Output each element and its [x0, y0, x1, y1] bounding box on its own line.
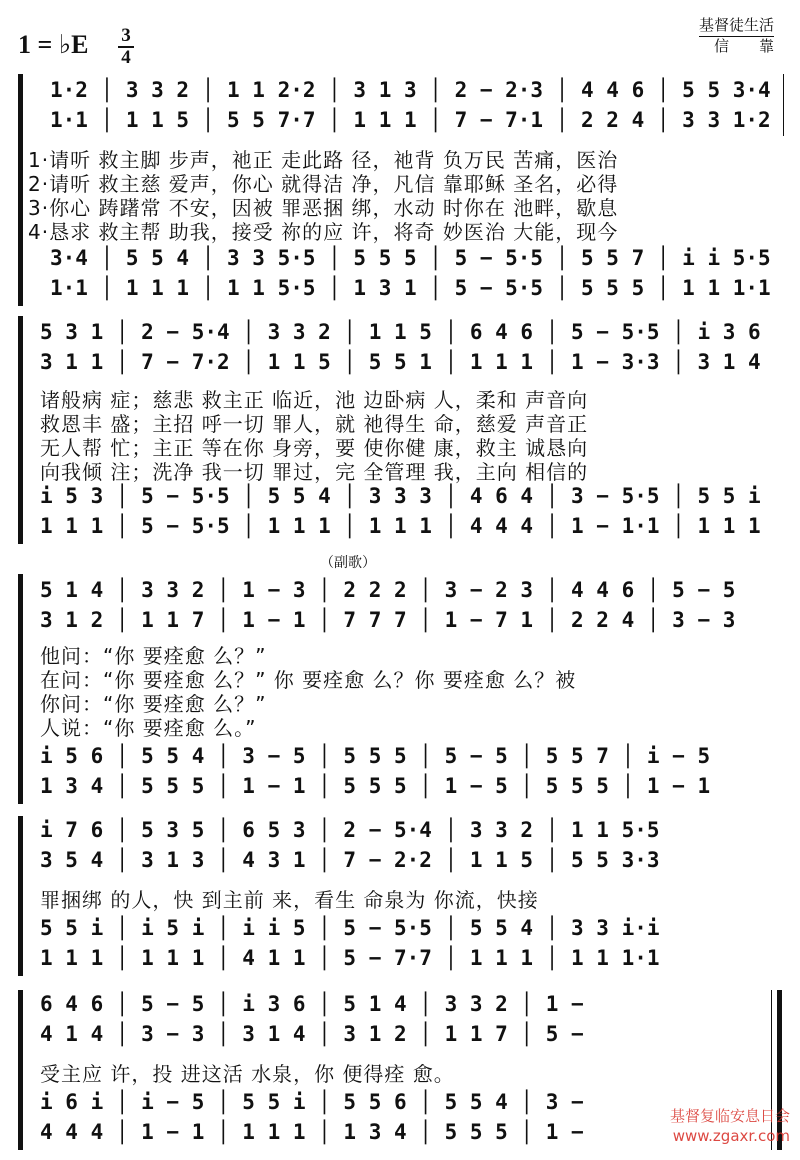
- lyric-line: 人说：“你 要痊愈 么。”: [40, 716, 257, 740]
- bottom-notes-line: 1 1 1 │ 1 1 1 │ 4 1 1 │ 5 − 7·7 │ 1 1 1 │ 1 1 1·1: [40, 946, 660, 970]
- lyric-line: 3·你心 踌躇常 不安，因被 罪恶捆 绑，水动 时你在 池畔，歇息: [28, 196, 619, 220]
- lyric-line: 你问：“你 要痊愈 么？”: [40, 692, 267, 716]
- top-notes-line: 4 1 4 │ 3 − 3 │ 3 1 4 │ 3 1 2 │ 1 1 7 │ 5 −: [40, 1022, 584, 1046]
- lyric-line: 救恩丰 盛；主招 呼一切 罪人，就 祂得生 命，慈爱 声音正: [40, 412, 589, 436]
- top-notes-line: i 7 6 │ 5 3 5 │ 6 5 3 │ 2 − 5·4 │ 3 3 2 │ 1 1 5·5: [40, 818, 660, 842]
- lyric-line: 他问：“你 要痊愈 么？”: [40, 644, 267, 668]
- score-system-4: [18, 816, 786, 976]
- barline: [783, 74, 784, 136]
- score-system-2: [18, 316, 786, 544]
- system-brace: [18, 816, 23, 976]
- top-notes-line: 1·1 │ 1 1 5 │ 5 5 7·7 │ 1 1 1 │ 7 − 7·1 │ 2 2 4 │ 3 3 1·2: [50, 108, 771, 132]
- system-brace: [18, 574, 23, 804]
- bottom-notes-line: 1·1 │ 1 1 1 │ 1 1 5·5 │ 1 3 1 │ 5 − 5·5 │ 5 5 5 │ 1 1 1·1: [50, 276, 771, 300]
- top-notes-line: 6 4 6 │ 5 − 5 │ i 3 6 │ 5 1 4 │ 3 3 2 │ 1 −: [40, 992, 584, 1016]
- song-title: 信 靠: [713, 37, 774, 55]
- top-notes-line: 1·2 │ 3 3 2 │ 1 1 2·2 │ 3 1 3 │ 2 − 2·3 │ 4 4 6 │ 5 5 3·4: [50, 78, 771, 102]
- bottom-notes-line: 1 3 4 │ 5 5 5 │ 1 − 1 │ 5 5 5 │ 1 − 5 │ 5 5 5 │ 1 − 1: [40, 774, 711, 798]
- bottom-notes-line: i 6 i │ i − 5 │ 5 5 i │ 5 5 6 │ 5 5 4 │ 3 −: [40, 1090, 584, 1114]
- bottom-notes-line: 1 1 1 │ 5 − 5·5 │ 1 1 1 │ 1 1 1 │ 4 4 4 │ 1 − 1·1 │ 1 1 1: [40, 514, 761, 538]
- title-block: [699, 16, 774, 56]
- lyric-line: 受主应 许，投 进这活 水泉，你 便得痊 愈。: [40, 1062, 455, 1086]
- system-brace: [18, 74, 23, 306]
- source-label: 基督徒生活: [699, 16, 774, 37]
- top-notes-line: 3 1 2 │ 1 1 7 │ 1 − 1 │ 7 7 7 │ 1 − 7 1 │ 2 2 4 │ 3 − 3: [40, 608, 736, 632]
- system-brace: [18, 316, 23, 544]
- bottom-notes-line: i 5 6 │ 5 5 4 │ 3 − 5 │ 5 5 5 │ 5 − 5 │ 5 5 7 │ i − 5: [40, 744, 711, 768]
- system-brace: [18, 990, 23, 1150]
- score-system-1: [18, 74, 786, 306]
- bottom-notes-line: 4 4 4 │ 1 − 1 │ 1 1 1 │ 1 3 4 │ 5 5 5 │ 1 −: [40, 1120, 584, 1144]
- top-notes-line: 3 5 4 │ 3 1 3 │ 4 3 1 │ 7 − 2·2 │ 1 1 5 │ 5 5 3·3: [40, 848, 660, 872]
- lyric-line: 2·请听 救主慈 爱声，你心 就得洁 净，凡信 靠耶稣 圣名，必得: [28, 172, 619, 196]
- bottom-notes-line: 3·4 │ 5 5 4 │ 3 3 5·5 │ 5 5 5 │ 5 − 5·5 │ 5 5 7 │ i i 5·5: [50, 246, 771, 270]
- top-notes-line: 5 1 4 │ 3 3 2 │ 1 − 3 │ 2 2 2 │ 3 − 2 3 │ 4 4 6 │ 5 − 5: [40, 578, 736, 602]
- lyric-line: 无人帮 忙；主正 等在你 身旁，要 使你健 康，救主 诚恳向: [40, 436, 589, 460]
- lyric-line: 向我倾 注；洗净 我一切 罪过，完 全管理 我，主向 相信的: [40, 460, 589, 484]
- watermark: 基督复临安息日会 www.zgaxr.com: [669, 1107, 790, 1145]
- lyric-line: 在问：“你 要痊愈 么？” 你 要痊愈 么？你 要痊愈 么？被: [40, 668, 577, 692]
- top-notes-line: 5 3 1 │ 2 − 5·4 │ 3 3 2 │ 1 1 5 │ 6 4 6 │ 5 − 5·5 │ i 3 6: [40, 320, 761, 344]
- lyric-line: 诸般病 症；慈悲 救主正 临近，池 边卧病 人，柔和 声音向: [40, 388, 589, 412]
- bottom-notes-line: i 5 3 │ 5 − 5·5 │ 5 5 4 │ 3 3 3 │ 4 6 4 │ 3 − 5·5 │ 5 5 i: [40, 484, 761, 508]
- time-signature: 3 4: [118, 26, 134, 68]
- lyric-line: 1·请听 救主脚 步声，祂正 走此路 径，祂背 负万民 苦痛，医治: [28, 148, 619, 172]
- refrain-label: （副歌）: [320, 555, 376, 571]
- lyric-line: 4·恳求 救主帮 助我，接受 祢的应 许，将奇 妙医治 大能，现今: [28, 220, 619, 244]
- lyric-line: 罪捆绑 的人，快 到主前 来，看生 命泉为 你流，快接: [40, 888, 539, 912]
- key-signature: 1 = ♭E: [18, 30, 89, 59]
- top-notes-line: 3 1 1 │ 7 − 7·2 │ 1 1 5 │ 5 5 1 │ 1 1 1 │ 1 − 3·3 │ 3 1 4: [40, 350, 761, 374]
- score-system-3: [18, 574, 786, 804]
- bottom-notes-line: 5 5 i │ i 5 i │ i i 5 │ 5 − 5·5 │ 5 5 4 │ 3 3 i·i: [40, 916, 660, 940]
